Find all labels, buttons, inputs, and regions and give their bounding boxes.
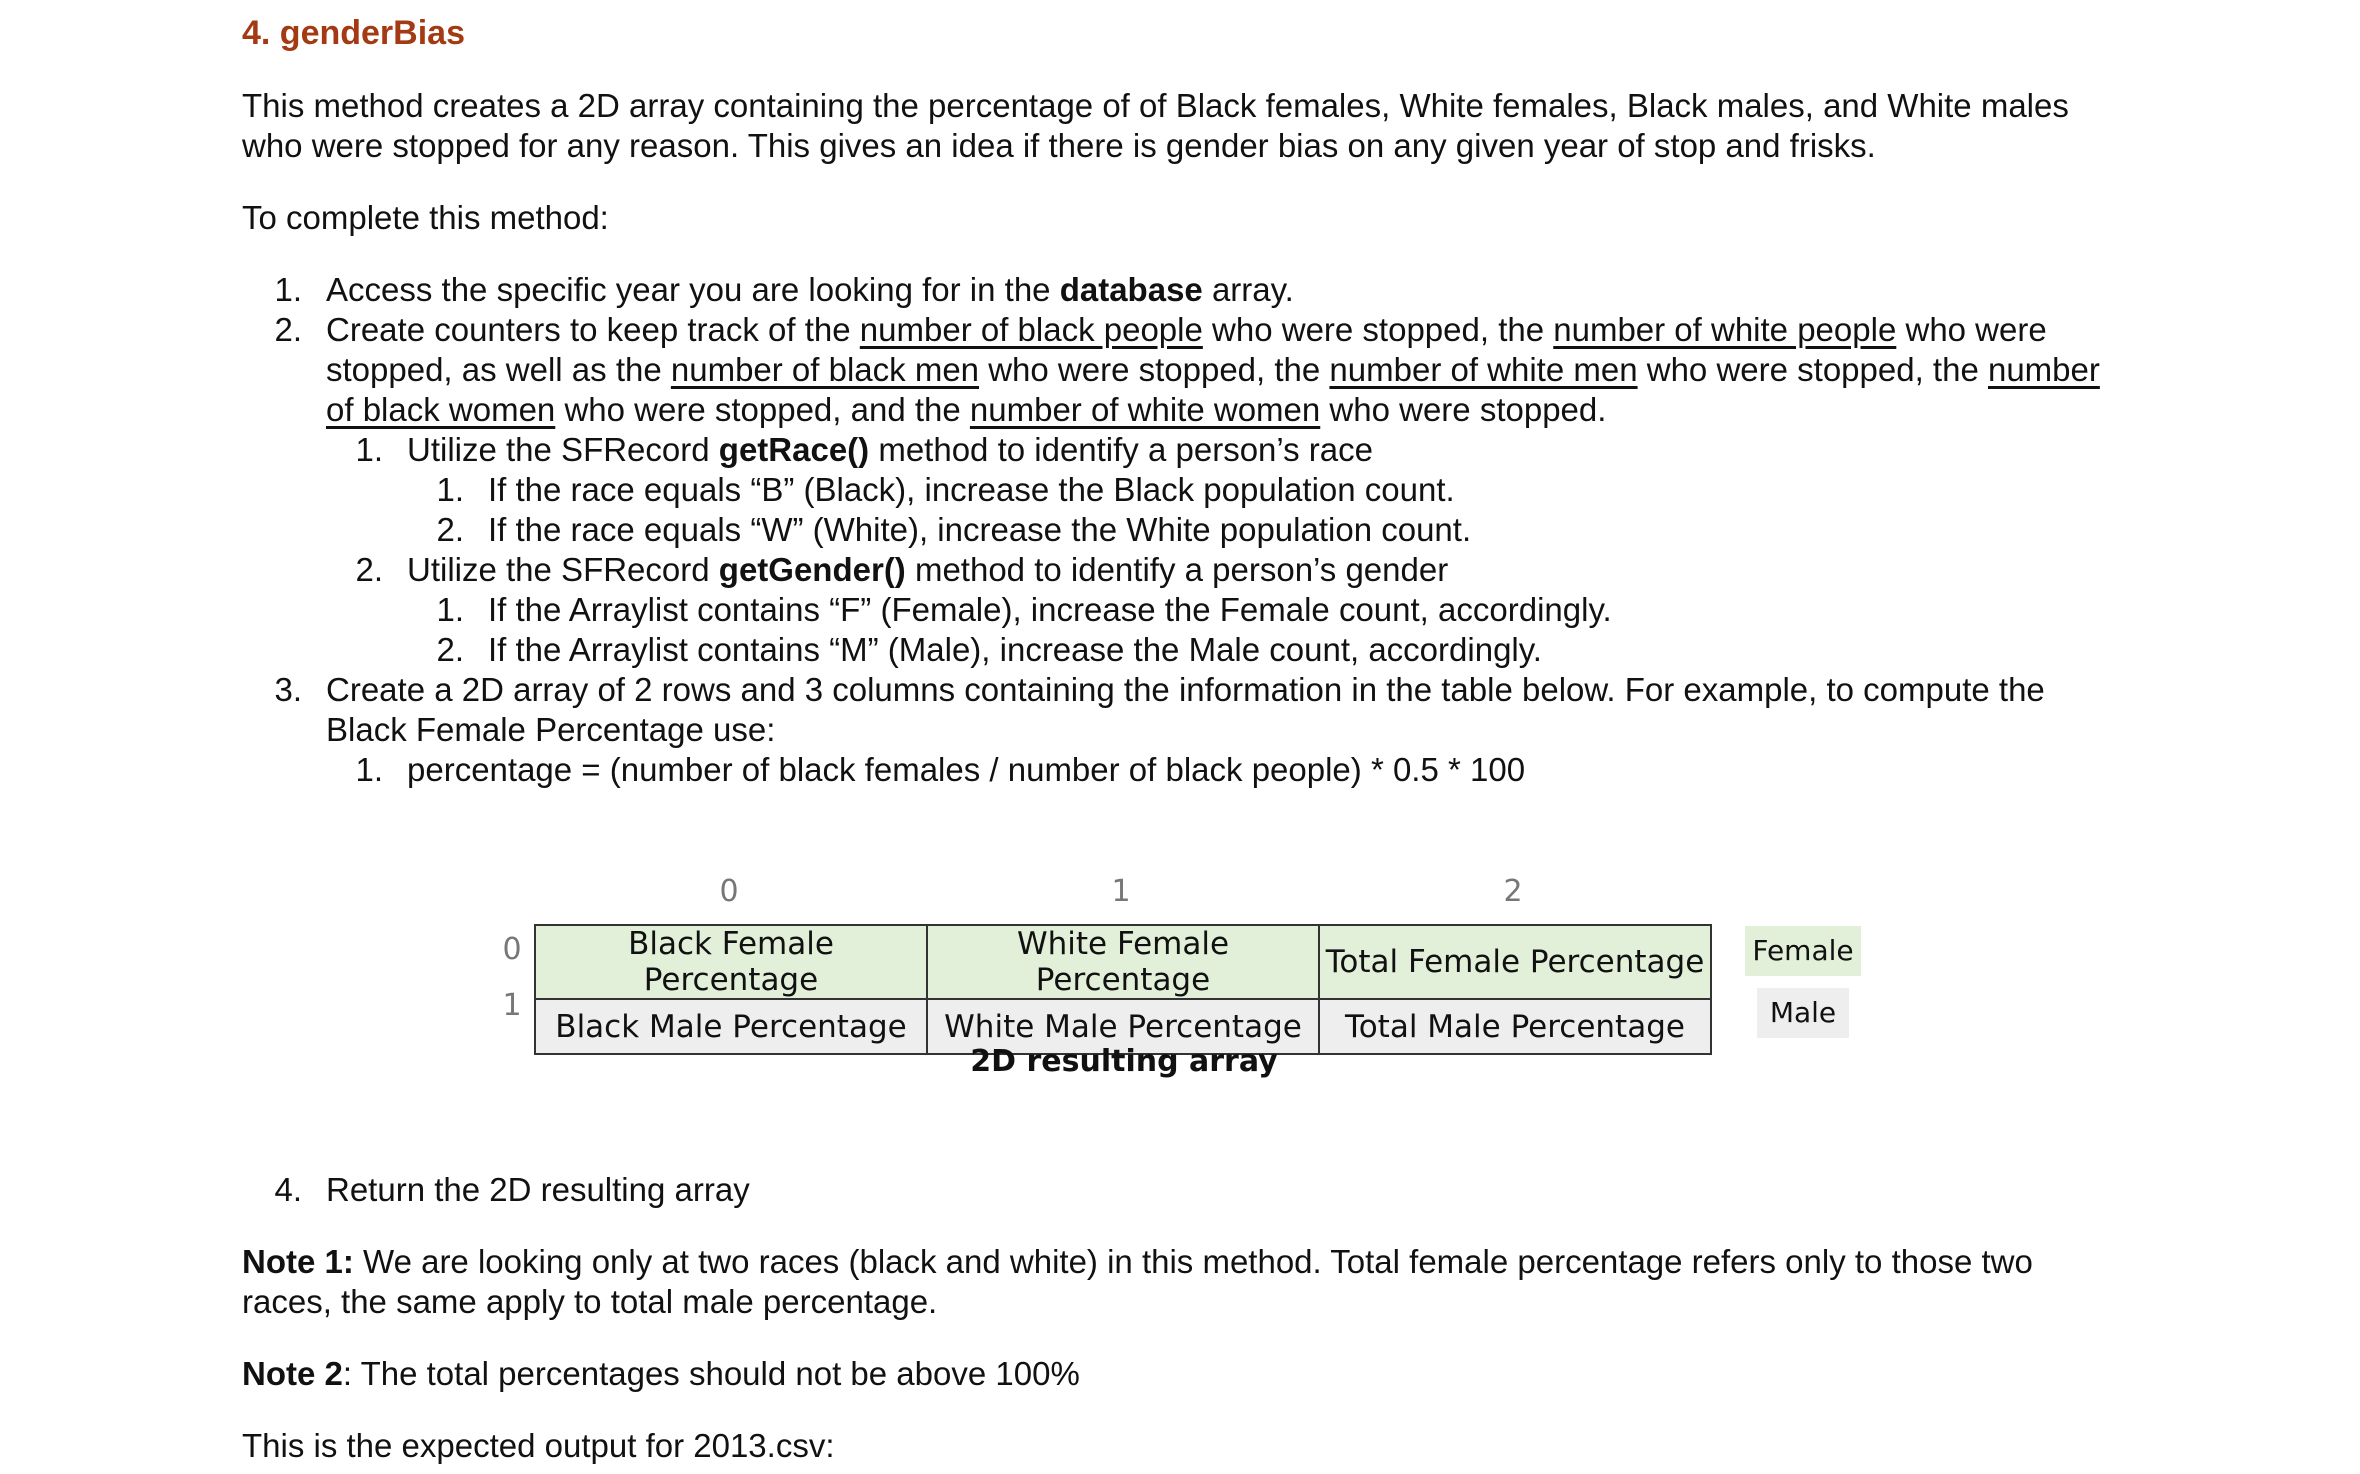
list-number: 3. bbox=[274, 671, 302, 708]
table-cell: Total Female Percentage bbox=[1319, 925, 1711, 999]
table-cell: Black Male Percentage bbox=[535, 999, 927, 1054]
step-text: Create a 2D array of 2 rows and 3 columns containing the information in the table below. For example, to compute the Black Female Percentage use: bbox=[326, 671, 2045, 748]
step-text: who were stopped, the bbox=[979, 351, 1330, 388]
step-text: method to identify a person’s race bbox=[869, 431, 1374, 468]
expected-output-text: This is the expected output for 2013.csv: bbox=[242, 1427, 835, 1464]
note-2 bbox=[242, 1354, 2122, 1394]
figure-caption: 2D resulting array bbox=[970, 1044, 1278, 1079]
step-text: If the Arraylist contains “M” (Male), increase the Male count, accordingly. bbox=[488, 631, 1542, 668]
note-text: : The total percentages should not be above 100% bbox=[342, 1355, 1080, 1392]
table-cell: White Male Percentage bbox=[927, 999, 1319, 1054]
table-cell: White Female Percentage bbox=[927, 925, 1319, 999]
note-label: Note 2 bbox=[242, 1355, 343, 1392]
list-number: 2. bbox=[436, 511, 464, 548]
step-text: array. bbox=[1202, 271, 1294, 308]
column-index: 2 bbox=[1503, 874, 1523, 909]
step-text: Access the specific year you are looking for in the bbox=[326, 271, 1060, 308]
formula-text: percentage = (number of black females / number of black people) * 0.5 * 100 bbox=[407, 751, 1526, 788]
to-complete-text: To complete this method: bbox=[242, 199, 609, 236]
row-index: 1 bbox=[502, 988, 522, 1023]
underlined-term: number of white women bbox=[969, 391, 1321, 428]
step-text: Utilize the SFRecord bbox=[407, 431, 719, 468]
underlined-term: number of black men bbox=[670, 351, 980, 388]
step-text: Utilize the SFRecord bbox=[407, 551, 719, 588]
underlined-term: number of black women bbox=[326, 351, 2100, 428]
step-text: who were stopped, as well as the bbox=[326, 311, 2047, 388]
database-term: database bbox=[1059, 271, 1203, 308]
underlined-term: number of white people bbox=[1553, 311, 1897, 348]
method-name: getGender() bbox=[718, 551, 906, 588]
note-1 bbox=[242, 1242, 2122, 1322]
method-name: getRace() bbox=[718, 431, 870, 468]
step-text: If the race equals “W” (White), increase the White population count. bbox=[488, 511, 1472, 548]
step-text: who were stopped, and the bbox=[555, 391, 970, 428]
list-number: 2. bbox=[355, 551, 383, 588]
step-text: If the Arraylist contains “F” (Female), increase the Female count, accordingly. bbox=[488, 591, 1612, 628]
underlined-term: number of white men bbox=[1329, 351, 1638, 388]
list-number: 2. bbox=[436, 631, 464, 668]
step-text: who were stopped, the bbox=[1202, 311, 1554, 348]
step-text: Create counters to keep track of the bbox=[326, 311, 860, 348]
step-text: If the race equals “B” (Black), increase the Black population count. bbox=[488, 471, 1455, 508]
step-text: who were stopped, the bbox=[1637, 351, 1988, 388]
list-number: 4. bbox=[274, 1171, 302, 1208]
list-number: 1. bbox=[274, 271, 302, 308]
list-number: 1. bbox=[355, 431, 383, 468]
list-number: 2. bbox=[274, 311, 302, 348]
table-cell: Black Female Percentage bbox=[535, 925, 927, 999]
row-index: 0 bbox=[502, 932, 522, 967]
step-text: who were stopped. bbox=[1320, 391, 1607, 428]
column-index: 1 bbox=[1111, 874, 1131, 909]
underlined-term: number of black people bbox=[859, 311, 1203, 348]
list-number: 1. bbox=[355, 751, 383, 788]
table-row bbox=[535, 925, 1711, 999]
note-label: Note 1: bbox=[242, 1243, 354, 1280]
legend-female: Female bbox=[1745, 926, 1861, 976]
list-number: 1. bbox=[436, 471, 464, 508]
note-text: We are looking only at two races (black and white) in this method. Total female percentage refers only to those two races, the same apply to total male percentage. bbox=[242, 1243, 2033, 1320]
column-index: 0 bbox=[719, 874, 739, 909]
intro-paragraph: This method creates a 2D array containing the percentage of of Black females, White females, Black males, and White males who were stopped for any reason. This gives an idea if there is gender bias on any given year of stop and frisks. bbox=[242, 87, 2069, 164]
array-table bbox=[534, 924, 1712, 1055]
step-text: Return the 2D resulting array bbox=[326, 1171, 750, 1208]
step-text: method to identify a person’s gender bbox=[905, 551, 1449, 588]
section-heading: 4. genderBias bbox=[242, 14, 465, 52]
legend-male: Male bbox=[1757, 988, 1849, 1038]
list-number: 1. bbox=[436, 591, 464, 628]
table-cell: Total Male Percentage bbox=[1319, 999, 1711, 1054]
